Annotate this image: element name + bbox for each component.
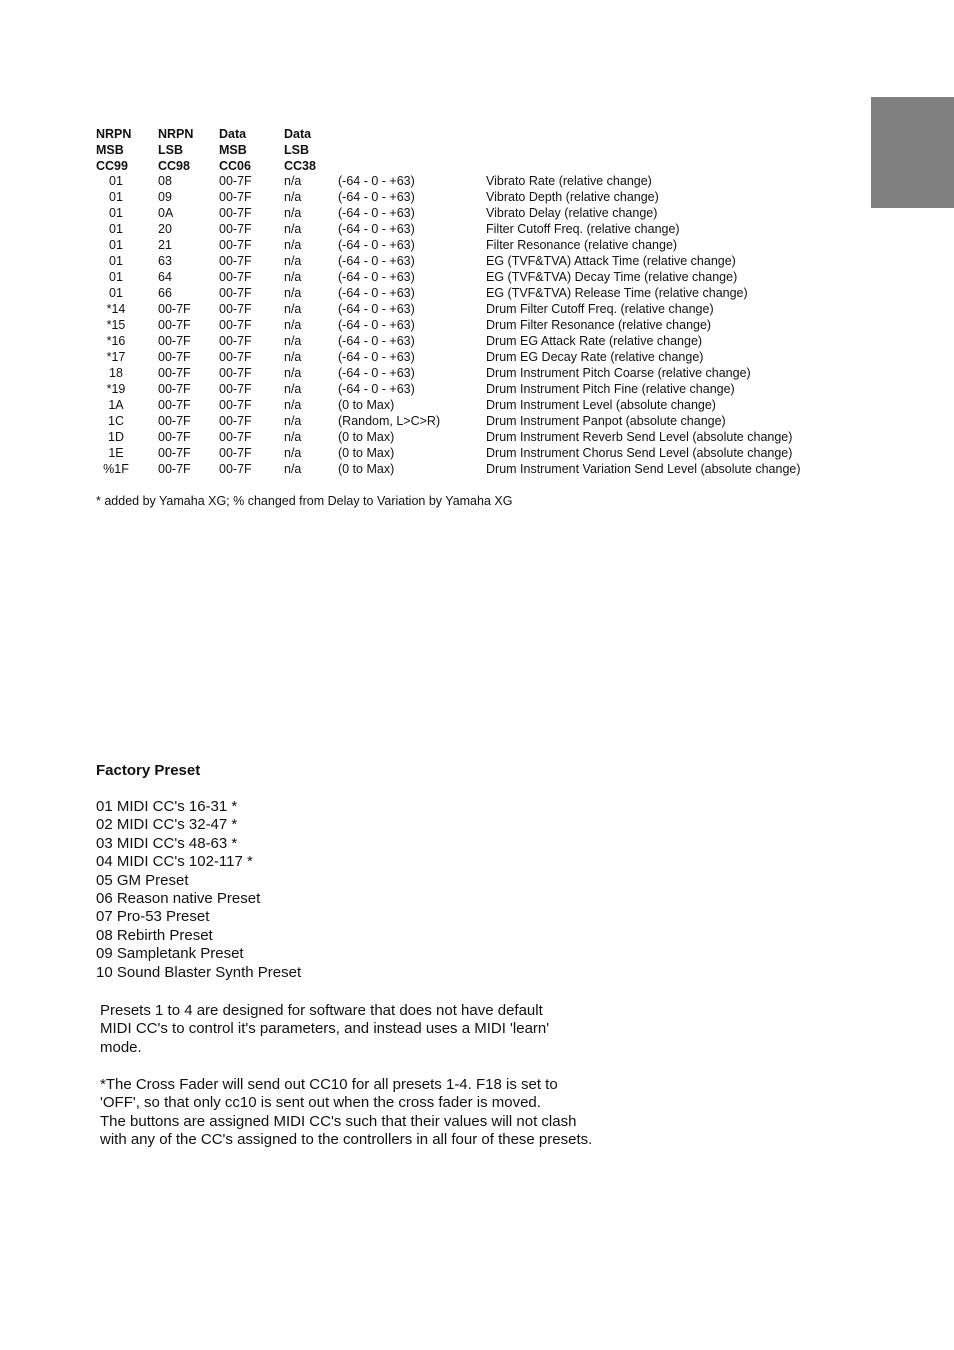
data-lsb-cell: n/a xyxy=(284,334,302,348)
nrpn-lsb-cell: 00-7F xyxy=(158,414,191,428)
header-line: CC38 xyxy=(284,159,316,173)
header-line: CC98 xyxy=(158,159,190,173)
range-cell: (0 to Max) xyxy=(338,398,395,412)
data-msb-cell: 00-7F xyxy=(219,382,252,396)
preset-item: 07 Pro-53 Preset xyxy=(96,908,210,926)
data-msb-cell: 00-7F xyxy=(219,334,252,348)
description-cell: EG (TVF&TVA) Decay Time (relative change) xyxy=(486,270,738,284)
description-cell: Drum Instrument Pitch Coarse (relative change) xyxy=(486,366,751,380)
nrpn-lsb-cell: 21 xyxy=(158,238,172,252)
data-msb-cell: 00-7F xyxy=(219,206,252,220)
nrpn-msb-cell: 1E xyxy=(108,446,124,460)
data-msb-cell: 00-7F xyxy=(219,174,252,188)
table-row xyxy=(0,269,900,285)
nrpn-lsb-cell: 00-7F xyxy=(158,398,191,412)
nrpn-msb-cell: 01 xyxy=(109,286,123,300)
range-cell: (-64 - 0 - +63) xyxy=(338,222,415,236)
description-cell: Vibrato Delay (relative change) xyxy=(486,206,658,220)
table-row xyxy=(0,173,900,189)
range-cell: (-64 - 0 - +63) xyxy=(338,350,415,364)
range-cell: (0 to Max) xyxy=(338,462,395,476)
data-lsb-cell: n/a xyxy=(284,206,302,220)
description-cell: Drum EG Decay Rate (relative change) xyxy=(486,350,704,364)
nrpn-lsb-cell: 00-7F xyxy=(158,382,191,396)
data-lsb-cell: n/a xyxy=(284,398,302,412)
nrpn-msb-cell: 01 xyxy=(109,190,123,204)
nrpn-msb-cell: *17 xyxy=(106,350,126,364)
header-line: NRPN xyxy=(96,127,132,141)
range-cell: (-64 - 0 - +63) xyxy=(338,286,415,300)
data-lsb-cell: n/a xyxy=(284,318,302,332)
factory-preset-title: Factory Preset xyxy=(96,762,201,779)
paragraph-line: *The Cross Fader will send out CC10 for all presets 1-4. F18 is set to xyxy=(100,1076,558,1093)
description-cell: Drum Filter Resonance (relative change) xyxy=(486,318,712,332)
data-lsb-cell: n/a xyxy=(284,238,302,252)
data-msb-cell: 00-7F xyxy=(219,430,252,444)
paragraph-line: with any of the CC's assigned to the controllers in all four of these presets. xyxy=(100,1131,593,1149)
paragraph-line: Presets 1 to 4 are designed for software that does not have default xyxy=(100,1002,543,1019)
range-cell: (-64 - 0 - +63) xyxy=(338,334,415,348)
nrpn-lsb-cell: 00-7F xyxy=(158,318,191,332)
data-msb-cell: 00-7F xyxy=(219,222,252,236)
nrpn-msb-cell: 01 xyxy=(109,222,123,236)
description-cell: Vibrato Rate (relative change) xyxy=(486,174,652,188)
data-msb-cell: 00-7F xyxy=(219,414,252,428)
range-cell: (0 to Max) xyxy=(338,446,395,460)
nrpn-msb-cell: 01 xyxy=(109,206,123,220)
data-lsb-cell: n/a xyxy=(284,350,302,364)
nrpn-msb-cell: *14 xyxy=(106,302,126,316)
nrpn-msb-cell: 18 xyxy=(109,366,123,380)
description-cell: Drum Instrument Variation Send Level (absolute change) xyxy=(486,462,801,476)
range-cell: (0 to Max) xyxy=(338,430,395,444)
preset-item: 01 MIDI CC's 16-31 * xyxy=(96,798,238,815)
data-msb-cell: 00-7F xyxy=(219,446,252,460)
range-cell: (-64 - 0 - +63) xyxy=(338,238,415,252)
header-line: MSB xyxy=(96,143,124,157)
table-row xyxy=(0,301,900,317)
nrpn-msb-cell: 1A xyxy=(108,398,124,412)
nrpn-lsb-cell: 00-7F xyxy=(158,334,191,348)
presets-note-paragraph xyxy=(100,1002,549,1057)
preset-item: 05 GM Preset xyxy=(96,871,189,889)
description-cell: Drum EG Attack Rate (relative change) xyxy=(486,334,703,348)
paragraph-line: mode. xyxy=(100,1038,142,1056)
nrpn-lsb-cell: 00-7F xyxy=(158,430,191,444)
nrpn-msb-cell: 01 xyxy=(109,270,123,284)
nrpn-table xyxy=(0,173,900,477)
data-lsb-cell: n/a xyxy=(284,286,302,300)
description-cell: EG (TVF&TVA) Attack Time (relative change) xyxy=(486,254,736,268)
cross-fader-note-paragraph xyxy=(100,1076,592,1150)
data-msb-cell: 00-7F xyxy=(219,286,252,300)
table-row xyxy=(0,253,900,269)
range-cell: (-64 - 0 - +63) xyxy=(338,366,415,380)
data-lsb-cell: n/a xyxy=(284,222,302,236)
nrpn-lsb-cell: 00-7F xyxy=(158,446,191,460)
nrpn-msb-cell: 1D xyxy=(108,430,124,444)
factory-preset-list xyxy=(96,798,301,982)
description-cell: EG (TVF&TVA) Release Time (relative change) xyxy=(486,286,748,300)
nrpn-lsb-cell: 63 xyxy=(158,254,172,268)
data-msb-cell: 00-7F xyxy=(219,462,252,476)
header-line: Data xyxy=(219,127,247,141)
data-lsb-cell: n/a xyxy=(284,190,302,204)
nrpn-msb-cell: 1C xyxy=(108,414,124,428)
nrpn-lsb-cell: 00-7F xyxy=(158,462,191,476)
range-cell: (-64 - 0 - +63) xyxy=(338,254,415,268)
nrpn-msb-cell: *16 xyxy=(106,334,126,348)
nrpn-msb-cell: 01 xyxy=(109,174,123,188)
description-cell: Drum Instrument Chorus Send Level (absolute change) xyxy=(486,446,793,460)
data-msb-cell: 00-7F xyxy=(219,398,252,412)
header-line: LSB xyxy=(284,143,309,157)
nrpn-lsb-cell: 20 xyxy=(158,222,172,236)
nrpn-msb-cell: %1F xyxy=(103,462,129,476)
preset-item: 02 MIDI CC's 32-47 * xyxy=(96,816,238,834)
table-row xyxy=(0,333,900,349)
header-line: Data xyxy=(284,127,312,141)
header-data-lsb xyxy=(284,126,316,174)
preset-item: 03 MIDI CC's 48-63 * xyxy=(96,834,238,852)
table-row xyxy=(0,461,900,477)
table-row xyxy=(0,285,900,301)
range-cell: (-64 - 0 - +63) xyxy=(338,190,415,204)
data-lsb-cell: n/a xyxy=(284,174,302,188)
nrpn-lsb-cell: 0A xyxy=(158,206,174,220)
data-msb-cell: 00-7F xyxy=(219,238,252,252)
description-cell: Drum Instrument Panpot (absolute change) xyxy=(486,414,726,428)
preset-item: 06 Reason native Preset xyxy=(96,890,261,908)
table-footnote: * added by Yamaha XG; % changed from Delay to Variation by Yamaha XG xyxy=(96,494,513,508)
table-row xyxy=(0,317,900,333)
data-msb-cell: 00-7F xyxy=(219,254,252,268)
table-row xyxy=(0,397,900,413)
header-nrpn-msb xyxy=(96,126,131,174)
data-lsb-cell: n/a xyxy=(284,430,302,444)
header-nrpn-lsb xyxy=(158,126,193,174)
paragraph-line: The buttons are assigned MIDI CC's such that their values will not clash xyxy=(100,1112,577,1130)
data-lsb-cell: n/a xyxy=(284,446,302,460)
range-cell: (-64 - 0 - +63) xyxy=(338,382,415,396)
description-cell: Drum Instrument Pitch Fine (relative change) xyxy=(486,382,735,396)
data-lsb-cell: n/a xyxy=(284,254,302,268)
description-cell: Drum Instrument Reverb Send Level (absolute change) xyxy=(486,430,793,444)
nrpn-lsb-cell: 09 xyxy=(158,190,172,204)
description-cell: Vibrato Depth (relative change) xyxy=(486,190,659,204)
nrpn-msb-cell: 01 xyxy=(109,254,123,268)
table-row xyxy=(0,445,900,461)
preset-item: 10 Sound Blaster Synth Preset xyxy=(96,963,302,981)
data-lsb-cell: n/a xyxy=(284,366,302,380)
nrpn-msb-cell: *19 xyxy=(106,382,126,396)
nrpn-lsb-cell: 00-7F xyxy=(158,350,191,364)
nrpn-msb-cell: 01 xyxy=(109,238,123,252)
range-cell: (-64 - 0 - +63) xyxy=(338,302,415,316)
nrpn-lsb-cell: 08 xyxy=(158,174,172,188)
table-row xyxy=(0,189,900,205)
data-msb-cell: 00-7F xyxy=(219,318,252,332)
data-lsb-cell: n/a xyxy=(284,270,302,284)
data-lsb-cell: n/a xyxy=(284,302,302,316)
table-row xyxy=(0,237,900,253)
data-msb-cell: 00-7F xyxy=(219,270,252,284)
header-line: LSB xyxy=(158,143,183,157)
range-cell: (-64 - 0 - +63) xyxy=(338,318,415,332)
preset-item: 04 MIDI CC's 102-117 * xyxy=(96,853,253,871)
table-row xyxy=(0,221,900,237)
range-cell: (-64 - 0 - +63) xyxy=(338,270,415,284)
preset-item: 08 Rebirth Preset xyxy=(96,926,213,944)
preset-item: 09 Sampletank Preset xyxy=(96,945,244,963)
nrpn-lsb-cell: 00-7F xyxy=(158,302,191,316)
table-row xyxy=(0,349,900,365)
data-msb-cell: 00-7F xyxy=(219,302,252,316)
table-row xyxy=(0,381,900,397)
header-line: NRPN xyxy=(158,127,194,141)
data-msb-cell: 00-7F xyxy=(219,350,252,364)
paragraph-line: 'OFF', so that only cc10 is sent out when the cross fader is moved. xyxy=(100,1094,541,1112)
description-cell: Drum Instrument Level (absolute change) xyxy=(486,398,716,412)
description-cell: Filter Cutoff Freq. (relative change) xyxy=(486,222,680,236)
description-cell: Filter Resonance (relative change) xyxy=(486,238,678,252)
table-row xyxy=(0,413,900,429)
nrpn-lsb-cell: 00-7F xyxy=(158,366,191,380)
range-cell: (-64 - 0 - +63) xyxy=(338,174,415,188)
nrpn-msb-cell: *15 xyxy=(106,318,126,332)
nrpn-lsb-cell: 64 xyxy=(158,270,172,284)
table-row xyxy=(0,429,900,445)
table-row xyxy=(0,205,900,221)
header-data-msb xyxy=(219,126,251,174)
range-cell: (Random, L>C>R) xyxy=(338,414,441,428)
data-lsb-cell: n/a xyxy=(284,462,302,476)
table-row xyxy=(0,365,900,381)
data-lsb-cell: n/a xyxy=(284,382,302,396)
data-msb-cell: 00-7F xyxy=(219,190,252,204)
header-line: MSB xyxy=(219,143,247,157)
header-line: CC99 xyxy=(96,159,128,173)
data-lsb-cell: n/a xyxy=(284,414,302,428)
nrpn-lsb-cell: 66 xyxy=(158,286,172,300)
paragraph-line: MIDI CC's to control it's parameters, and instead uses a MIDI 'learn' xyxy=(100,1020,550,1038)
data-msb-cell: 00-7F xyxy=(219,366,252,380)
range-cell: (-64 - 0 - +63) xyxy=(338,206,415,220)
description-cell: Drum Filter Cutoff Freq. (relative change) xyxy=(486,302,714,316)
header-line: CC06 xyxy=(219,159,251,173)
